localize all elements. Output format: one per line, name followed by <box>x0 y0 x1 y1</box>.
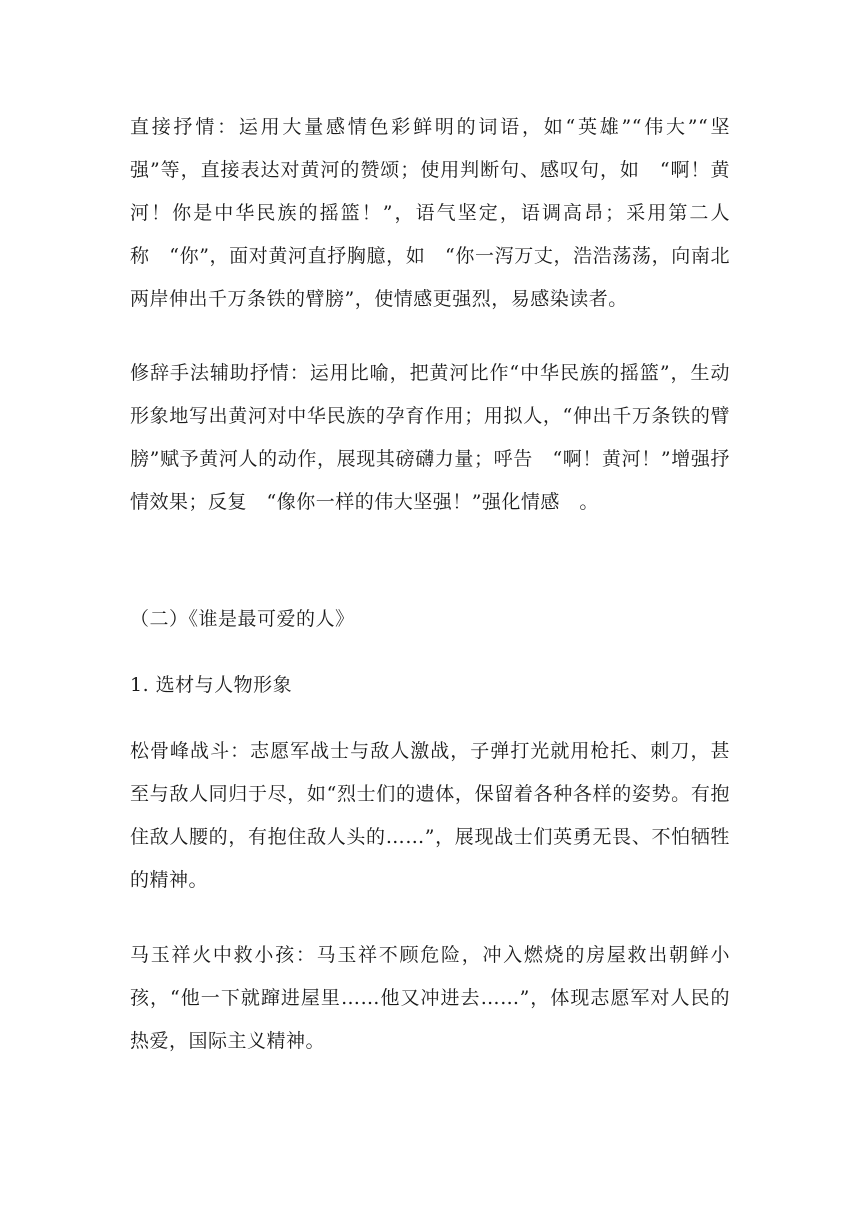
subsection-heading: 1. 选材与人物形象 <box>130 674 293 696</box>
section-heading: （二）《谁是最可爱的人》 <box>130 608 355 630</box>
paragraph-ma-yuxiang-rescue: 马玉祥火中救小孩：马玉祥不顾危险，冲入燃烧的房屋救出朝鲜小孩，“他一下就蹿进屋里……他又冲进去……”，体现志愿军对人民的热爱，国际主义精神。 <box>130 944 730 1052</box>
paragraph-rhetoric-lyricism: 修辞手法辅助抒情：运用比喻，把黄河比作“中华民族的摇篮”，生动形象地写出黄河对中华民族的孕育作用；用拟人，“伸出千万条铁的臂膀”赋予黄河人的动作，展现其磅礴力量；呼告 “啊！黄河！”增强抒情效果；反复 “像你一样的伟大坚强！”强化情感 。 <box>130 362 730 513</box>
paragraph-direct-lyricism: 直接抒情：运用大量感情色彩鲜明的词语，如“英雄”“伟大”“坚强”等，直接表达对黄河的赞颂；使用判断句、感叹句，如 “啊！黄河！你是中华民族的摇篮！”，语气坚定，语调高昂；采用第二人称 “你”，面对黄河直抒胸臆，如 “你一泻万丈，浩浩荡荡，向南北两岸伸出千万条铁的臂膀”，使情感更强烈，易感染读者。 <box>130 116 730 310</box>
paragraph-songgufeng-battle: 松骨峰战斗：志愿军战士与敌人激战，子弹打光就用枪托、刺刀，甚至与敌人同归于尽，如“烈士们的遗体，保留着各种各样的姿势。有抱住敌人腰的，有抱住敌人头的……”，展现战士们英勇无畏、不怕牺牲的精神。 <box>130 740 730 891</box>
